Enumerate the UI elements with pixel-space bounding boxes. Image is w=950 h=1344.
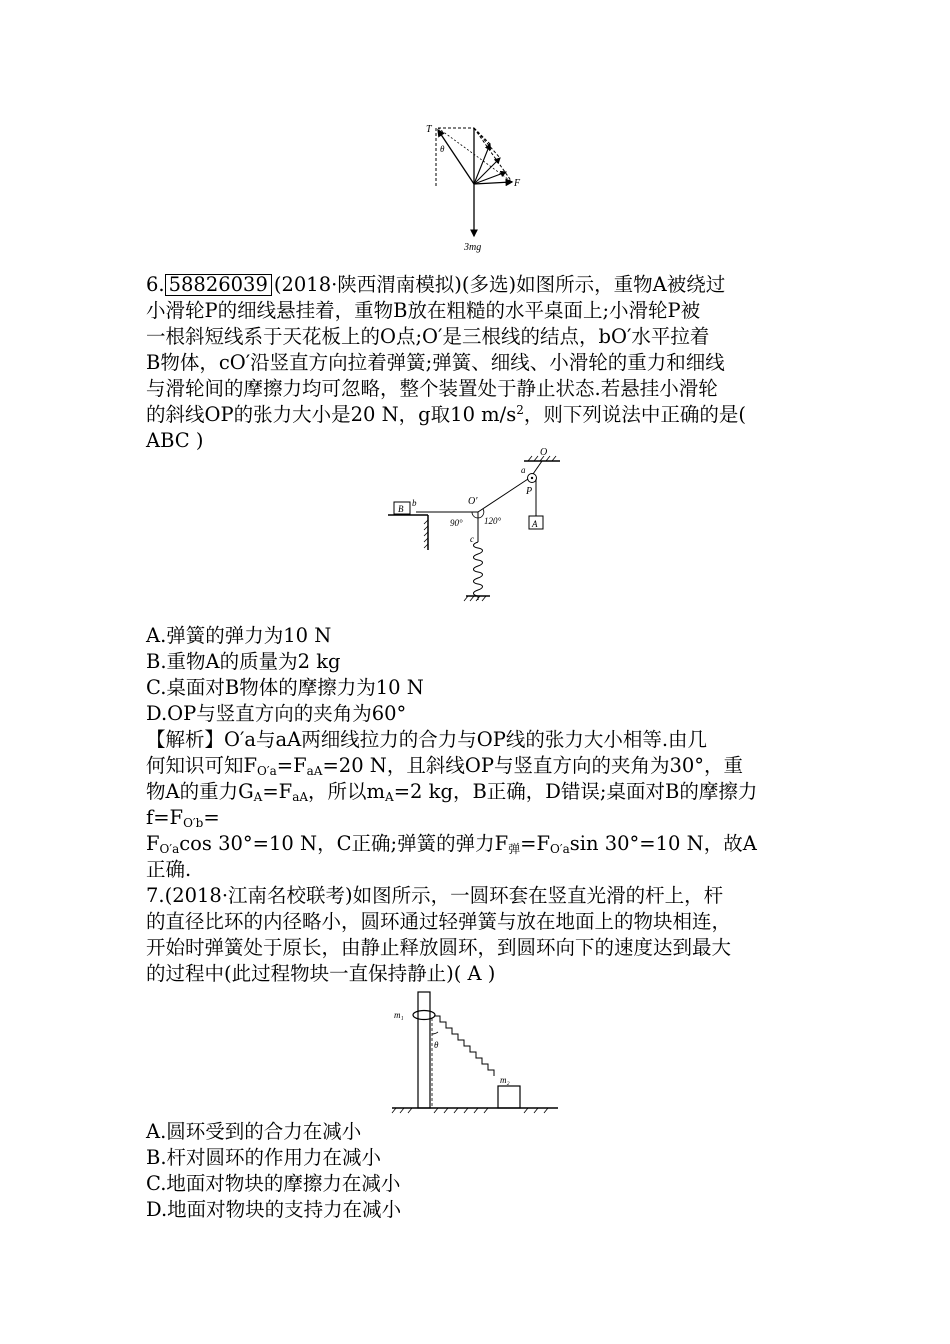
q6-option-a: A.弹簧的弹力为10 N [146, 624, 332, 647]
q6-answer: ABC ) [146, 429, 204, 452]
q6-option-d: D.OP与竖直方向的夹角为60° [146, 702, 407, 725]
label-angle-120: 120° [484, 516, 502, 526]
ring-rod-diagram [388, 988, 568, 1118]
q6-option-b: B.重物A的质量为2 kg [146, 650, 341, 673]
q6-number: 6. [146, 273, 165, 296]
pulley-diagram [388, 446, 578, 606]
label-F: F [514, 178, 521, 189]
q6-line-6: 的斜线OP的张力大小是20 N，g取10 $m/s^2$，则下列说法中正确的是( [146, 403, 746, 426]
q6-id-box: 58826039 [165, 274, 272, 296]
q7-line-2: 的直径比环的内径略小，圆环通过轻弹簧与放在地面上的物块相连， [146, 910, 732, 933]
label-A: A [532, 519, 538, 529]
label-c: c [470, 534, 474, 544]
q7-option-d: D.地面对物块的支持力在减小 [146, 1198, 402, 1221]
q6-analysis-1: 【解析】O′a与aA两细线拉力的合力与OP线的张力大小相等.由几 [146, 728, 708, 751]
label-P: P [526, 486, 533, 497]
label-angle-90: 90° [450, 518, 463, 528]
label-O: O [540, 447, 548, 458]
label-theta: θ [440, 144, 445, 154]
label-Oprime: O′ [468, 496, 478, 507]
q6-analysis-2: 何知识可知$F_{O'a}=F_{aA}=20$ N，且斜线OP与竖直方向的夹角为30°，重 [146, 754, 744, 778]
q6-line-3: 一根斜短线系于天花板上的O点;O′是三根线的结点，bO′水平拉着 [146, 325, 710, 348]
q7-line-4: 的过程中(此过程物块一直保持静止)( A ) [146, 962, 496, 985]
q6-line-1: 6. 58826039 (2018·陕西渭南模拟)(多选)如图所示，重物A被绕过 [146, 273, 726, 296]
q6-analysis-4: $f=F_{O'b}=$ [146, 806, 220, 830]
label-b: b [412, 498, 417, 508]
label-T: T [426, 124, 432, 135]
label-B: B [398, 504, 404, 514]
q7-option-a: A.圆环受到的合力在减小 [146, 1120, 362, 1143]
q6-option-c: C.桌面对B物体的摩擦力为10 N [146, 676, 424, 699]
q6-line-4: B物体，cO′沿竖直方向拉着弹簧;弹簧、细线、小滑轮的重力和细线 [146, 351, 725, 374]
label-m2: m₂ [500, 1075, 510, 1085]
label-m1: m₁ [394, 1010, 404, 1020]
label-3mg: 3mg [464, 242, 482, 253]
q6-line-2: 小滑轮P的细线悬挂着，重物B放在粗糙的水平桌面上;小滑轮P被 [146, 299, 701, 322]
q6-analysis-3: 物A的重力$G_A=F_{aA}$，所以$m_A=2$ kg，B正确，D错误;桌面对B的摩擦力 [146, 780, 758, 804]
q7-option-b: B.杆对圆环的作用力在减小 [146, 1146, 382, 1169]
q7-option-c: C.地面对物块的摩擦力在减小 [146, 1172, 401, 1195]
q6-analysis-5: $F_{O'a}\cos$ 30°=10 N，C正确;弹簧的弹力$F_弹=F_{O'a}\sin$ 30°=10 N，故A [146, 832, 757, 856]
label-a: a [521, 465, 526, 475]
q6-line-5: 与滑轮间的摩擦力均可忽略，整个装置处于静止状态.若悬挂小滑轮 [146, 377, 718, 400]
q7-line-1: 7.(2018·江南名校联考)如图所示，一圆环套在竖直光滑的杆上，杆 [146, 884, 724, 907]
q7-line-3: 开始时弹簧处于原长，由静止释放圆环，到圆环向下的速度达到最大 [146, 936, 732, 959]
label-theta-q7: θ [434, 1040, 439, 1050]
force-diagram [420, 118, 530, 258]
q6-analysis-6: 正确. [146, 858, 192, 881]
